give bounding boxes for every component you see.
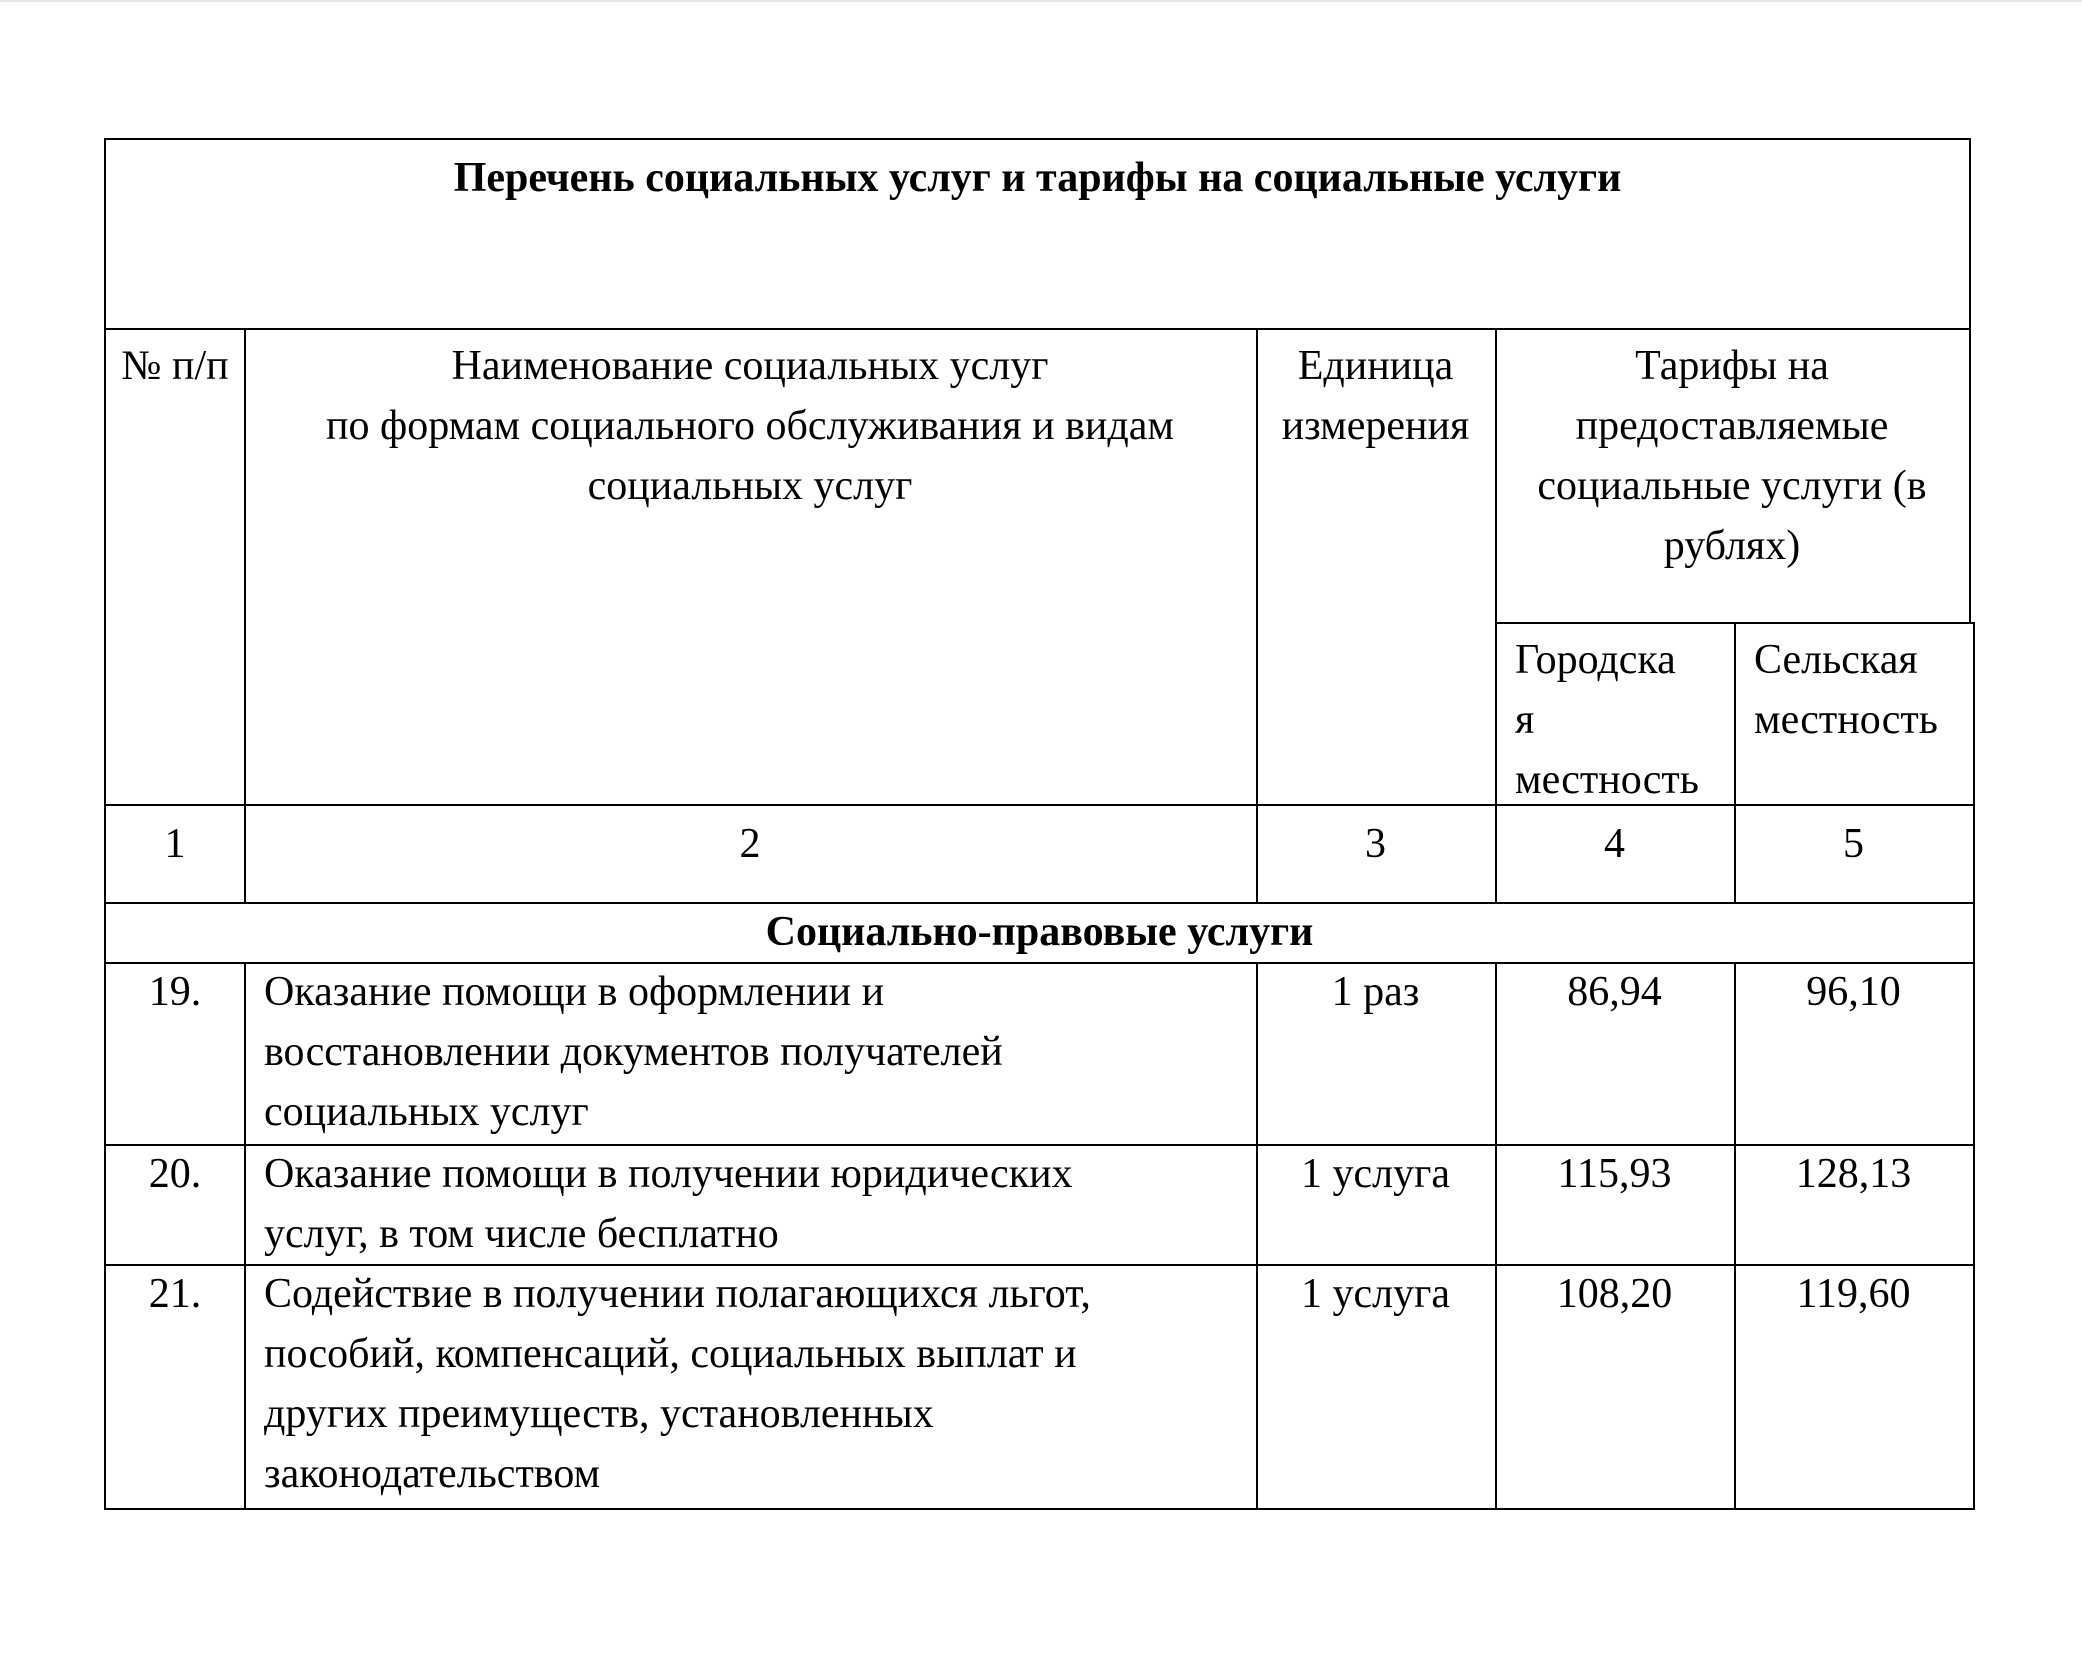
row-21-rural-cell <box>1734 1264 1975 1510</box>
page-top-line <box>0 0 2082 2</box>
table-title-cell <box>104 138 1971 330</box>
colnum-cell-2 <box>244 804 1258 904</box>
row-19-name-cell <box>244 962 1258 1146</box>
row-num: 20. <box>148 1151 202 1197</box>
colnum-cell-4 <box>1495 804 1736 904</box>
row-21-name-cell <box>244 1264 1258 1510</box>
row-urban: 86,94 <box>1567 969 1662 1015</box>
header-rural-cell <box>1734 622 1975 806</box>
row-20-urban-cell <box>1495 1144 1736 1266</box>
row-20-unit-cell <box>1256 1144 1497 1266</box>
column-number: 2 <box>739 821 761 867</box>
table-title: Перечень социальных услуг и тарифы на социальные услуги <box>453 155 1622 201</box>
row-urban: 115,93 <box>1557 1151 1672 1197</box>
row-num: 21. <box>148 1271 202 1317</box>
row-name-line: услуг, в том числе бесплатно <box>264 1211 779 1257</box>
row-name-line: законодательством <box>264 1451 601 1497</box>
row-urban: 108,20 <box>1556 1271 1673 1317</box>
row-rural: 128,13 <box>1795 1151 1912 1197</box>
row-rural: 96,10 <box>1806 969 1901 1015</box>
row-unit: 1 услуга <box>1301 1151 1450 1197</box>
row-rural: 119,60 <box>1796 1271 1911 1317</box>
header-name-cell <box>244 328 1258 806</box>
row-name-line: социальных услуг <box>264 1089 589 1135</box>
header-urban-line: Городска <box>1515 637 1676 683</box>
row-name-line: Содействие в получении полагающихся льгот, <box>264 1271 1091 1317</box>
row-name-line: восстановлении документов получателей <box>264 1029 1003 1075</box>
section-title-cell <box>104 902 1975 964</box>
section-title: Социально-правовые услуги <box>765 909 1314 955</box>
colnum-cell-3 <box>1256 804 1497 904</box>
row-name-line: Оказание помощи в получении юридических <box>264 1151 1073 1197</box>
header-tariffs-line: Тарифы на <box>1635 343 1829 389</box>
header-rural-line: Сельская <box>1754 637 1918 683</box>
header-name-line: по формам социального обслуживания и видам <box>326 403 1174 449</box>
row-19-urban-cell <box>1495 962 1736 1146</box>
header-rural-line: местность <box>1754 697 1938 743</box>
row-unit: 1 услуга <box>1301 1271 1450 1317</box>
column-number: 3 <box>1365 821 1386 867</box>
colnum-cell-5 <box>1734 804 1975 904</box>
header-tariffs-line: социальные услуги (в <box>1537 463 1927 509</box>
tariff-table <box>104 138 1975 1510</box>
header-tariffs-line: рублях) <box>1663 523 1801 569</box>
row-name-line: Оказание помощи в оформлении и <box>264 969 885 1015</box>
header-rural-top-border <box>1734 622 1975 624</box>
header-urban-line: я <box>1515 697 1535 743</box>
row-21-urban-cell <box>1495 1264 1736 1510</box>
row-20-name-cell <box>244 1144 1258 1266</box>
header-tariffs-line: предоставляемые <box>1575 403 1889 449</box>
row-19-unit-cell <box>1256 962 1497 1146</box>
header-tariffs-cell <box>1495 328 1971 624</box>
header-name-line: социальных услуг <box>587 463 913 509</box>
row-name-line: пособий, компенсаций, социальных выплат и <box>264 1331 1077 1377</box>
header-unit-line: измерения <box>1281 403 1470 449</box>
row-19-num-cell <box>104 962 246 1146</box>
header-name-line: Наименование социальных услуг <box>451 343 1049 389</box>
header-unit-cell <box>1256 328 1497 806</box>
header-unit-line: Единица <box>1297 343 1454 389</box>
column-number: 5 <box>1843 821 1864 867</box>
header-rural-right-border <box>1973 622 1975 806</box>
row-20-num-cell <box>104 1144 246 1266</box>
header-num-cell <box>104 328 246 806</box>
header-num: № п/п <box>121 343 229 389</box>
header-urban-cell <box>1495 622 1736 806</box>
row-20-rural-cell <box>1734 1144 1975 1266</box>
header-urban-line: местность <box>1515 757 1699 803</box>
row-21-unit-cell <box>1256 1264 1497 1510</box>
colnum-cell-1 <box>104 804 246 904</box>
row-num: 19. <box>148 969 202 1015</box>
row-21-num-cell <box>104 1264 246 1510</box>
row-name-line: других преимуществ, установленных <box>264 1391 934 1437</box>
row-unit: 1 раз <box>1331 969 1420 1015</box>
column-number: 4 <box>1604 821 1625 867</box>
row-19-rural-cell <box>1734 962 1975 1146</box>
column-number: 1 <box>164 821 186 867</box>
